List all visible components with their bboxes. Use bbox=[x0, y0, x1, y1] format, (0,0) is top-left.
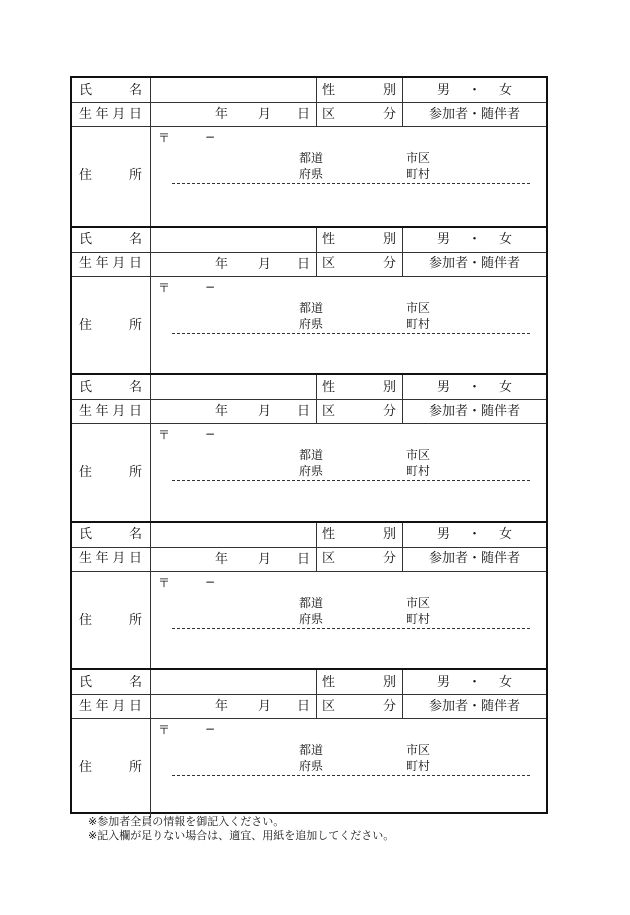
name-field[interactable] bbox=[151, 228, 316, 252]
note-line-1: ※参加者全員の情報を御記入ください。 bbox=[88, 815, 285, 828]
address-label: 住 所 bbox=[79, 317, 142, 333]
prefecture-label-top: 都道 bbox=[299, 300, 324, 315]
name-label: 氏 名 bbox=[79, 232, 142, 248]
year-unit: 年 bbox=[215, 256, 229, 272]
category-label: 区 分 bbox=[322, 698, 396, 714]
postal-dash: − bbox=[205, 722, 216, 737]
participant-entry bbox=[72, 78, 546, 226]
city-label-bottom: 町村 bbox=[406, 316, 431, 331]
gender-label: 性 別 bbox=[322, 379, 396, 395]
name-label: 氏 名 bbox=[79, 674, 142, 690]
city-label-top: 市区 bbox=[406, 300, 431, 315]
prefecture-label-bottom: 府県 bbox=[299, 464, 324, 479]
city-label-bottom: 町村 bbox=[406, 167, 431, 181]
prefecture-label-bottom: 府県 bbox=[299, 759, 324, 774]
postal-mark: 〒 bbox=[158, 723, 171, 738]
month-unit: 月 bbox=[258, 107, 272, 122]
prefecture-label-top: 都道 bbox=[299, 743, 324, 758]
gender-label: 性 別 bbox=[322, 82, 396, 98]
address-dashed-line bbox=[172, 333, 530, 334]
gender-option-male[interactable]: 男 bbox=[436, 232, 450, 248]
city-label-top: 市区 bbox=[406, 151, 431, 165]
participant-entry bbox=[72, 373, 546, 521]
gender-option-female[interactable]: 女 bbox=[499, 379, 513, 395]
postal-dash: − bbox=[205, 279, 216, 294]
prefecture-label-bottom: 府県 bbox=[299, 167, 324, 181]
name-field[interactable] bbox=[151, 375, 316, 399]
gender-option-female[interactable]: 女 bbox=[499, 674, 513, 690]
postal-dash: − bbox=[205, 130, 216, 144]
address-dashed-line bbox=[172, 480, 530, 481]
month-unit: 月 bbox=[258, 256, 272, 272]
category-label: 区 分 bbox=[322, 256, 396, 272]
category-value[interactable]: 参加者・随伴者 bbox=[428, 106, 520, 122]
birthdate-label: 生 年 月 日 bbox=[79, 106, 142, 122]
name-label: 氏 名 bbox=[79, 527, 142, 543]
category-value[interactable]: 参加者・随伴者 bbox=[428, 551, 520, 567]
gender-label: 性 別 bbox=[322, 527, 396, 543]
birthdate-field[interactable] bbox=[151, 547, 316, 571]
birthdate-field[interactable] bbox=[151, 399, 316, 423]
address-dashed-line bbox=[172, 775, 530, 776]
birthdate-field[interactable] bbox=[151, 102, 316, 126]
postal-mark: 〒 bbox=[158, 280, 171, 295]
participant-entry bbox=[72, 521, 546, 669]
name-label: 氏 名 bbox=[79, 82, 142, 98]
gender-label: 性 別 bbox=[322, 674, 396, 690]
gender-option-female[interactable]: 女 bbox=[499, 527, 513, 543]
day-unit: 日 bbox=[297, 699, 311, 715]
address-field[interactable] bbox=[151, 423, 546, 522]
category-label: 区 分 bbox=[322, 403, 396, 419]
gender-option-female[interactable]: 女 bbox=[499, 82, 513, 98]
address-dashed-line bbox=[172, 628, 530, 629]
city-label-bottom: 町村 bbox=[406, 464, 431, 479]
gender-option-male[interactable]: 男 bbox=[436, 82, 450, 98]
gender-option-female[interactable]: 女 bbox=[499, 232, 513, 248]
gender-option-male[interactable]: 男 bbox=[436, 674, 450, 690]
gender-options[interactable]: 男 ・ 女 bbox=[436, 527, 513, 543]
birthdate-field[interactable] bbox=[151, 252, 316, 276]
address-field[interactable] bbox=[151, 276, 546, 375]
postal-dash: − bbox=[205, 427, 216, 442]
name-field[interactable] bbox=[151, 670, 316, 694]
birthdate-label: 生 年 月 日 bbox=[79, 698, 142, 714]
prefecture-label-top: 都道 bbox=[299, 448, 324, 463]
day-unit: 日 bbox=[297, 256, 311, 272]
category-label: 区 分 bbox=[322, 551, 396, 567]
participant-entry bbox=[72, 226, 546, 374]
prefecture-label-top: 都道 bbox=[299, 151, 324, 165]
month-unit: 月 bbox=[258, 699, 272, 715]
category-value[interactable]: 参加者・随伴者 bbox=[428, 256, 520, 272]
day-unit: 日 bbox=[297, 107, 311, 122]
gender-option-male[interactable]: 男 bbox=[436, 379, 450, 395]
postal-mark: 〒 bbox=[158, 575, 171, 590]
city-label-bottom: 町村 bbox=[406, 759, 431, 774]
address-field[interactable] bbox=[151, 126, 546, 225]
participant-form bbox=[70, 76, 548, 814]
gender-options[interactable]: 男 ・ 女 bbox=[436, 379, 513, 395]
month-unit: 月 bbox=[258, 404, 272, 420]
gender-options[interactable]: 男 ・ 女 bbox=[436, 232, 513, 248]
category-value[interactable]: 参加者・随伴者 bbox=[428, 698, 520, 714]
city-label-top: 市区 bbox=[406, 595, 431, 610]
participant-entry bbox=[72, 668, 546, 816]
form-notes bbox=[88, 815, 394, 843]
year-unit: 年 bbox=[215, 404, 229, 420]
prefecture-label-bottom: 府県 bbox=[299, 611, 324, 626]
birthdate-label: 生 年 月 日 bbox=[79, 403, 142, 419]
note-line-2: ※記入欄が足りない場合は、適宜、用紙を追加してください。 bbox=[88, 829, 395, 842]
address-label: 住 所 bbox=[79, 760, 142, 776]
city-label-top: 市区 bbox=[406, 743, 431, 758]
day-unit: 日 bbox=[297, 404, 311, 420]
year-unit: 年 bbox=[215, 551, 229, 567]
gender-option-male[interactable]: 男 bbox=[436, 527, 450, 543]
address-dashed-line bbox=[172, 183, 530, 184]
address-field[interactable] bbox=[151, 571, 546, 670]
year-unit: 年 bbox=[215, 107, 229, 122]
city-label-bottom: 町村 bbox=[406, 611, 431, 626]
day-unit: 日 bbox=[297, 551, 311, 567]
address-label: 住 所 bbox=[79, 465, 142, 481]
year-unit: 年 bbox=[215, 699, 229, 715]
address-field[interactable] bbox=[151, 718, 546, 817]
gender-options[interactable]: 男 ・ 女 bbox=[436, 82, 513, 98]
gender-label: 性 別 bbox=[322, 232, 396, 248]
name-field[interactable] bbox=[151, 78, 316, 102]
birthdate-field[interactable] bbox=[151, 694, 316, 718]
month-unit: 月 bbox=[258, 551, 272, 567]
category-label: 区 分 bbox=[322, 106, 396, 122]
postal-dash: − bbox=[205, 574, 216, 589]
postal-mark: 〒 bbox=[158, 428, 171, 443]
birthdate-label: 生 年 月 日 bbox=[79, 551, 142, 567]
postal-mark: 〒 bbox=[158, 131, 171, 145]
city-label-top: 市区 bbox=[406, 448, 431, 463]
category-value[interactable]: 参加者・随伴者 bbox=[428, 403, 520, 419]
address-label: 住 所 bbox=[79, 168, 142, 183]
address-label: 住 所 bbox=[79, 612, 142, 628]
birthdate-label: 生 年 月 日 bbox=[79, 256, 142, 272]
gender-options[interactable]: 男 ・ 女 bbox=[436, 674, 513, 690]
name-label: 氏 名 bbox=[79, 379, 142, 395]
prefecture-label-bottom: 府県 bbox=[299, 316, 324, 331]
prefecture-label-top: 都道 bbox=[299, 595, 324, 610]
name-field[interactable] bbox=[151, 523, 316, 547]
